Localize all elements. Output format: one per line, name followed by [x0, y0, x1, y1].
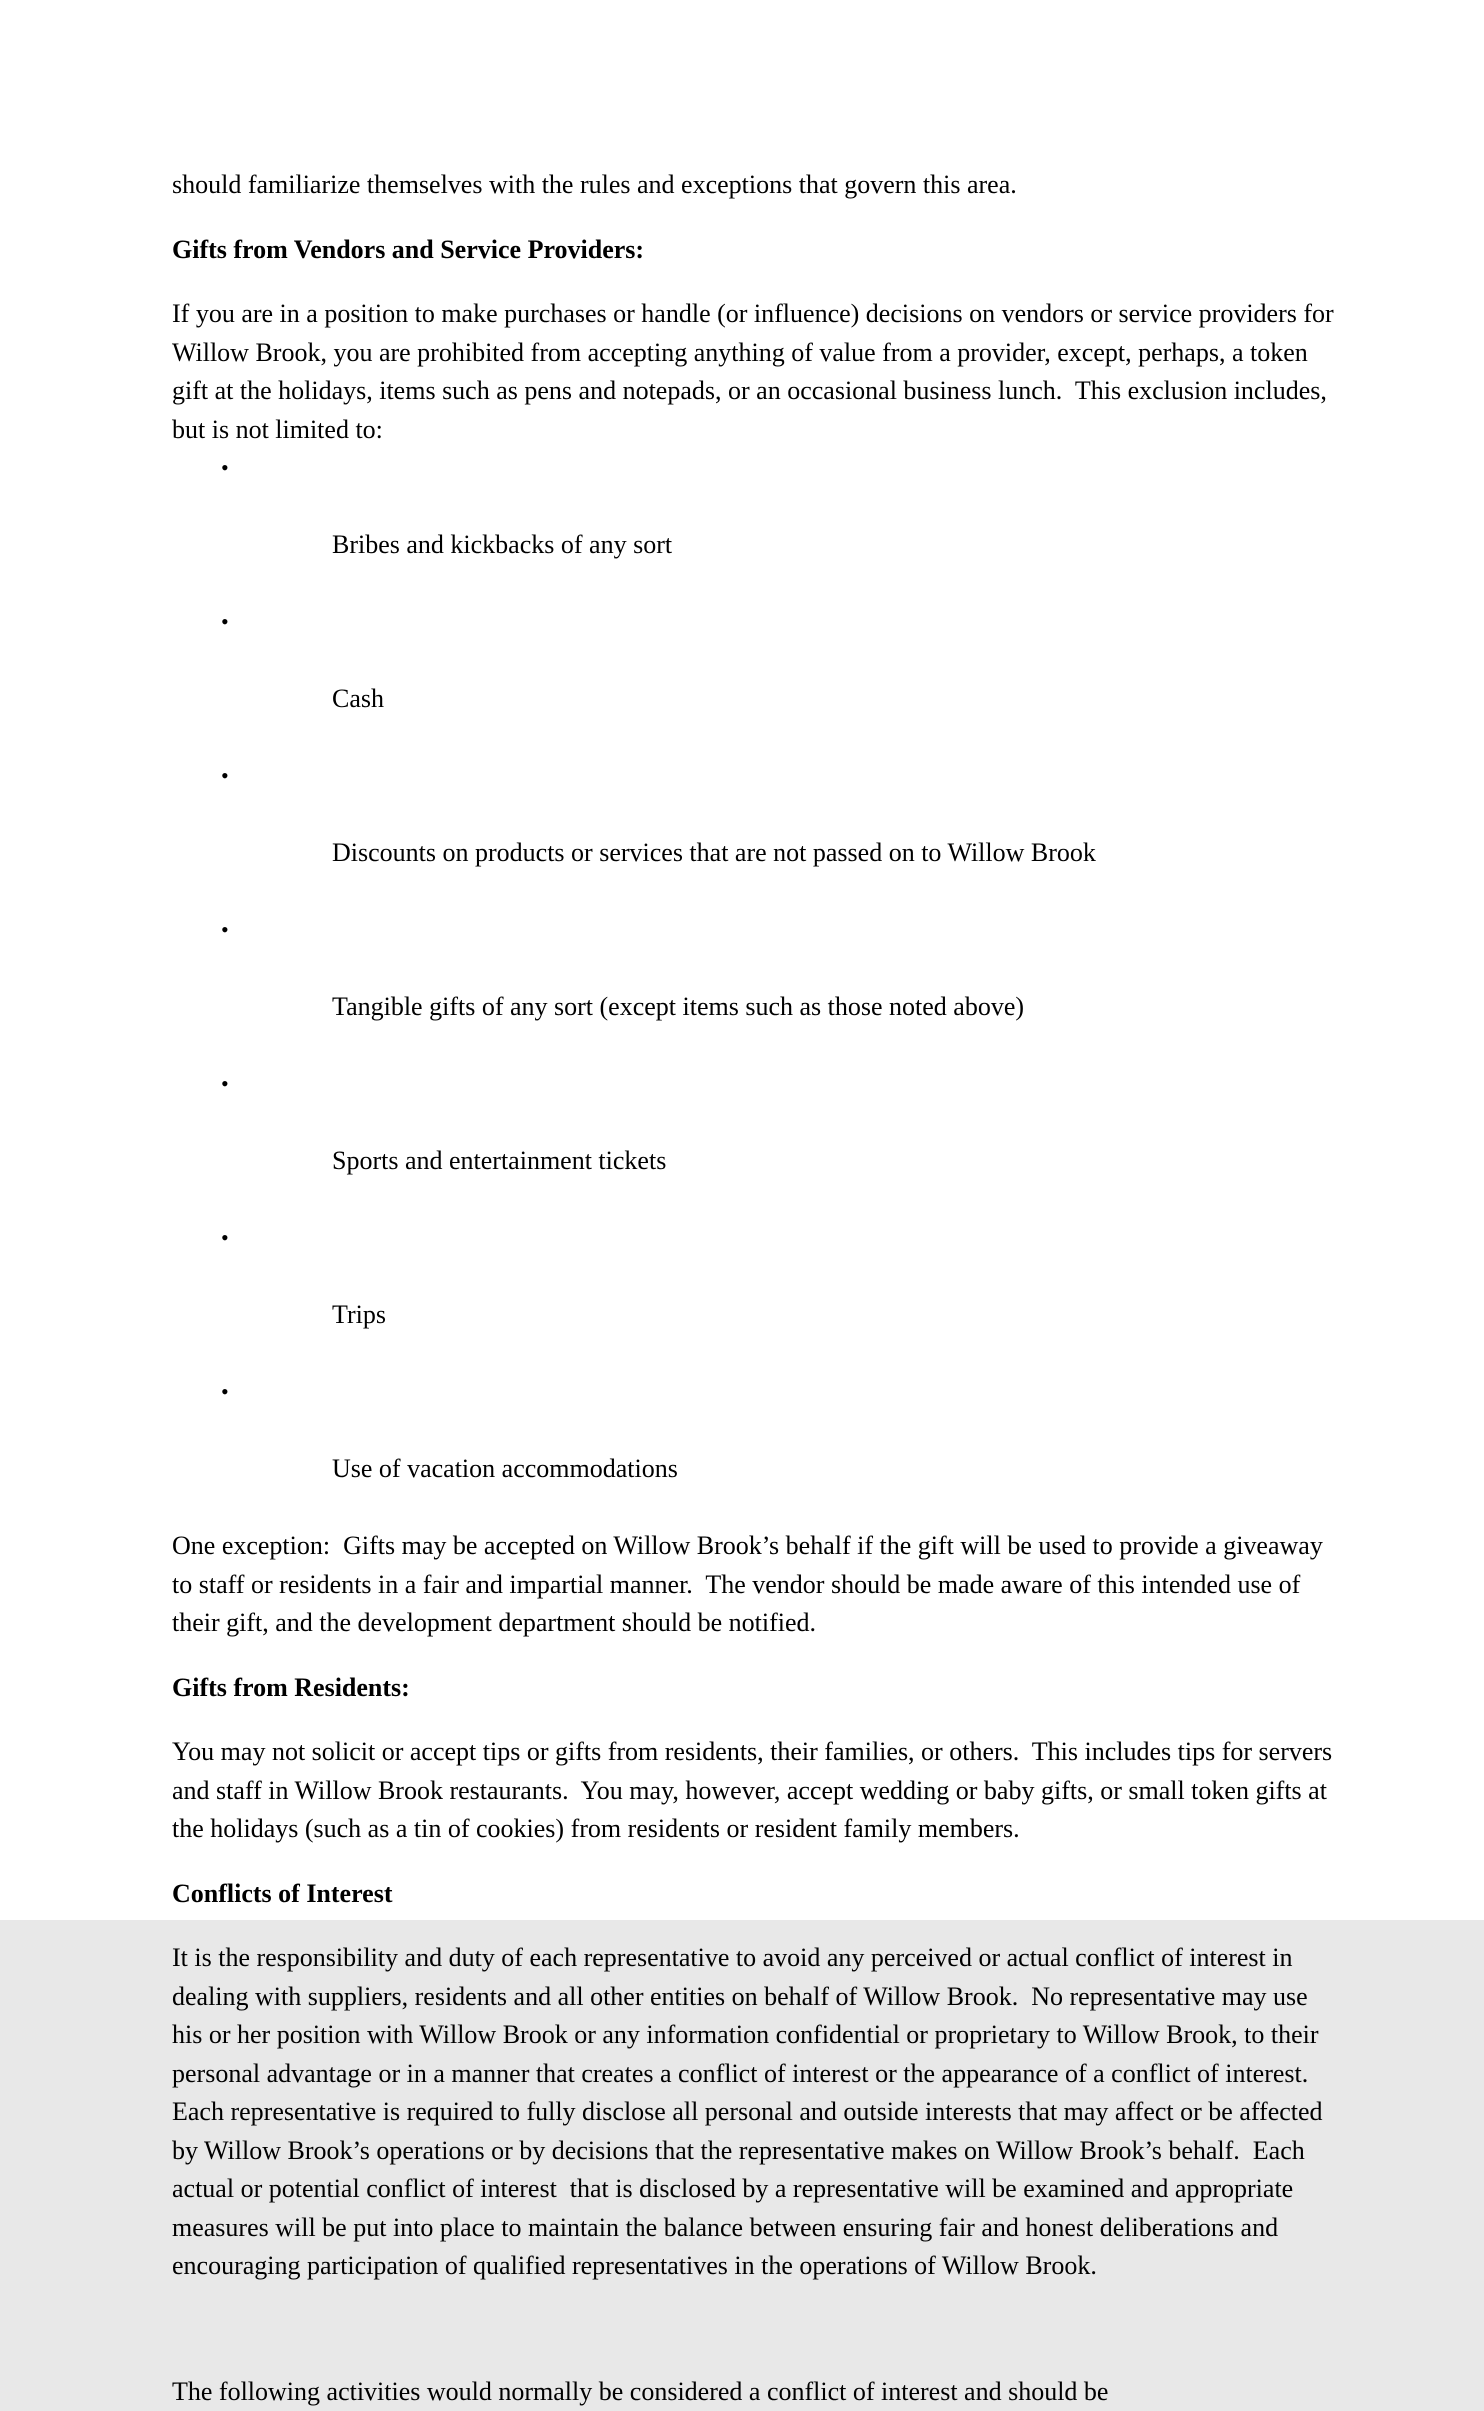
exclusion-item: [172, 1373, 1338, 1527]
section-gifts-from-residents: [172, 1669, 1338, 1849]
exclusions-list: [172, 449, 1338, 1527]
gifts-from-residents-heading: Gifts from Residents:: [172, 1669, 1338, 1708]
intro-line: should familiarize themselves with the rules and exceptions that govern this area.: [172, 166, 1338, 205]
exclusion-item: [172, 757, 1338, 911]
document-content: [172, 0, 1338, 2411]
exclusion-item-text: Use of vacation accommodations: [332, 1454, 678, 1483]
bullet-icon: •: [221, 449, 229, 488]
vendors-exception-paragraph: One exception: Gifts may be accepted on Willow Brook’s behalf if the gift will be used to provide a giveaway to staff or residents in a fair and impartial manner. The vendor should be made aware of this intended use of their gift, and the development department should be notified.: [172, 1527, 1338, 1643]
section-conflicts-of-interest: [172, 1875, 1338, 2411]
exclusion-item-text: Trips: [332, 1300, 386, 1329]
residents-paragraph: You may not solicit or accept tips or gifts from residents, their families, or others. This includes tips for servers and staff in Willow Brook restaurants. You may, however, accept wedding or baby gifts, or small token gifts at the holidays (such as a tin of cookies) from residents or resident family members.: [172, 1733, 1338, 1849]
conflicts-closing-line: The following activities would normally be considered a conflict of interest and should be: [172, 2373, 1338, 2411]
exclusion-item-text: Sports and entertainment tickets: [332, 1146, 666, 1175]
exclusion-item: [172, 1219, 1338, 1373]
gifts-from-vendors-heading: Gifts from Vendors and Service Providers:: [172, 231, 1338, 270]
bullet-icon: •: [221, 603, 229, 642]
exclusion-item-text: Cash: [332, 684, 384, 713]
exclusion-item-text: Discounts on products or services that are not passed on to Willow Brook: [332, 838, 1096, 867]
section-gifts-from-vendors: [172, 231, 1338, 1643]
bullet-icon: •: [221, 1219, 229, 1258]
bullet-icon: •: [221, 1373, 229, 1412]
exclusion-item: [172, 449, 1338, 603]
exclusion-item: [172, 911, 1338, 1065]
vendors-intro-paragraph: If you are in a position to make purchases or handle (or influence) decisions on vendors or service providers for Willow Brook, you are prohibited from accepting anything of value from a provider, except, perhaps, a token gift at the holidays, items such as pens and notepads, or an occasional business lunch. This exclusion includes, but is not limited to:: [172, 295, 1338, 449]
bullet-icon: •: [221, 1065, 229, 1104]
bullet-icon: •: [221, 911, 229, 950]
exclusion-item: [172, 1065, 1338, 1219]
bullet-icon: •: [221, 757, 229, 796]
conflicts-of-interest-heading: Conflicts of Interest: [172, 1875, 1338, 1914]
exclusion-item-text: Bribes and kickbacks of any sort: [332, 530, 672, 559]
conflicts-paragraph: It is the responsibility and duty of each representative to avoid any perceived or actual conflict of interest in dealing with suppliers, residents and all other entities on behalf of Willow Brook. No representative may use his or her position with Willow Brook or any information confidential or proprietary to Willow Brook, to their personal advantage or in a manner that creates a conflict of interest or the appearance of a conflict of interest. Each representative is required to fully disclose all personal and outside interests that may affect or be affected by Willow Brook’s operations or by decisions that the representative makes on Willow Brook’s behalf. Each actual or potential conflict of interest that is disclosed by a representative will be examined and appropriate measures will be put into place to maintain the balance between ensuring fair and honest deliberations and encouraging participation of qualified representatives in the operations of Willow Brook.: [172, 1939, 1338, 2286]
exclusion-item: [172, 603, 1338, 757]
exclusion-item-text: Tangible gifts of any sort (except items such as those noted above): [332, 992, 1024, 1021]
